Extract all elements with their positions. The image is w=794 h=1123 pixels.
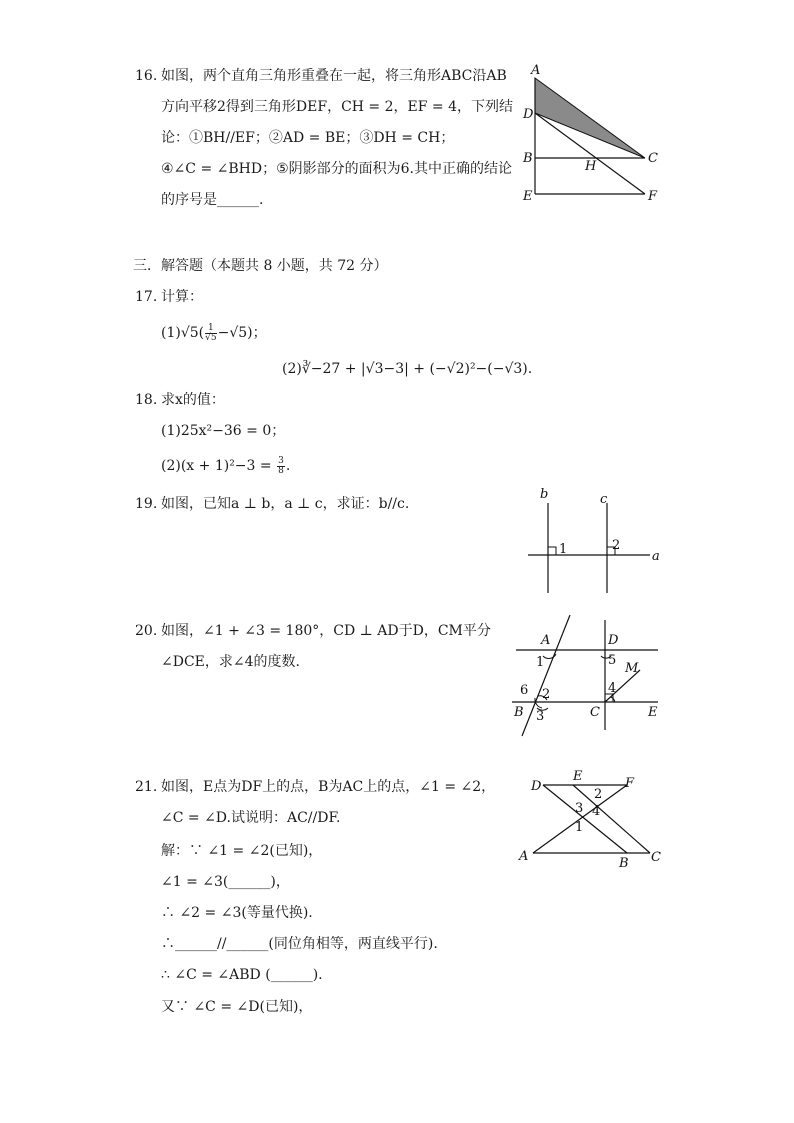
q18-part-2-pre: (2)(x + 1)²−3 = xyxy=(161,458,277,474)
q19-figure xyxy=(520,485,670,595)
q18-part-2 xyxy=(161,456,290,476)
q17-frac-bottom: √5 xyxy=(205,332,217,343)
shaded-region xyxy=(535,78,645,158)
label-E: E xyxy=(573,769,583,784)
q17-number: 17. xyxy=(135,289,158,305)
label-angle-2: 2 xyxy=(542,687,551,702)
label-C: C xyxy=(648,151,658,166)
label-angle-4: 4 xyxy=(592,804,601,819)
q17-frac-top: 1 xyxy=(205,324,216,334)
label-A: A xyxy=(531,63,541,78)
label-F: F xyxy=(625,776,635,791)
q20-line-1: 如图，∠1 + ∠3 = 180°，CD ⊥ AD于D，CM平分 xyxy=(161,623,491,639)
label-c: c xyxy=(600,492,608,507)
section-3-title: 三．解答题（本题共 8 小题，共 72 分） xyxy=(133,258,388,274)
q16-line-3: 论：①BH//EF；②AD = BE；③DH = CH； xyxy=(161,130,455,146)
label-C: C xyxy=(590,705,600,720)
q21-number: 21. xyxy=(135,779,158,795)
label-angle-1: 1 xyxy=(536,655,545,670)
q21-line-4: ∠1 = ∠3(______)， xyxy=(161,874,290,890)
label-angle-3: 3 xyxy=(575,801,584,816)
q17-part-1 xyxy=(161,323,267,343)
label-b: b xyxy=(540,487,549,502)
label-B: B xyxy=(619,856,629,871)
label-angle-5: 5 xyxy=(608,653,617,668)
label-a: a xyxy=(652,549,660,564)
q17-title: 计算： xyxy=(161,289,203,305)
q21-line-8: 又∵ ∠C = ∠D(已知)， xyxy=(161,999,313,1015)
label-E: E xyxy=(523,189,533,204)
label-D: D xyxy=(531,779,542,794)
label-angle-4: 4 xyxy=(608,681,617,696)
q16-figure xyxy=(515,60,665,210)
q16-line-5: 的序号是______. xyxy=(161,192,264,208)
q19-number: 19. xyxy=(135,496,158,512)
q17-part-2: (2)∛−27 + |√3−3| + (−√2)²−(−√3). xyxy=(282,361,533,377)
label-H: H xyxy=(585,159,597,174)
q20-figure xyxy=(508,610,668,740)
label-angle-1: 1 xyxy=(559,542,568,557)
q21-line-5: ∴ ∠2 = ∠3(等量代换). xyxy=(161,905,313,921)
q21-line-7: ∴ ∠C = ∠ABD (______). xyxy=(161,967,323,983)
q21-line-2: ∠C = ∠D.试说明：AC//DF. xyxy=(161,810,341,826)
q18-part-2-post: . xyxy=(285,458,291,474)
label-angle-6: 6 xyxy=(520,683,529,698)
label-angle-3: 3 xyxy=(536,709,545,724)
label-A: A xyxy=(519,849,529,864)
label-B: B xyxy=(514,705,524,720)
q18-frac-bottom: 8 xyxy=(278,465,284,476)
q20-number: 20. xyxy=(135,623,158,639)
q16-line-4: ④∠C = ∠BHD；⑤阴影部分的面积为6.其中正确的结论 xyxy=(161,161,512,177)
q21-line-3: 解：∵ ∠1 = ∠2(已知)， xyxy=(161,843,323,859)
q17-fraction xyxy=(205,324,216,343)
q16-number: 16. xyxy=(135,68,158,84)
label-angle-2: 2 xyxy=(612,538,621,553)
label-B: B xyxy=(523,151,533,166)
q21-figure xyxy=(515,765,675,875)
q18-number: 18. xyxy=(135,392,158,408)
label-D: D xyxy=(608,633,619,648)
label-C: C xyxy=(651,850,661,865)
q21-line-6: ∴______//______(同位角相等，两直线平行). xyxy=(161,936,438,952)
label-D: D xyxy=(523,107,534,122)
q17-part-1-post: −√5)； xyxy=(217,325,267,341)
q16-line-1: 如图，两个直角三角形重叠在一起，将三角形ABC沿AB xyxy=(161,68,507,84)
label-M: M xyxy=(625,661,639,676)
q18-frac-top: 3 xyxy=(278,455,284,466)
q19-text: 如图，已知a ⊥ b，a ⊥ c，求证：b//c. xyxy=(161,496,410,512)
label-A: A xyxy=(541,633,551,648)
label-angle-2: 2 xyxy=(594,787,603,802)
q20-line-2: ∠DCE，求∠4的度数. xyxy=(161,654,300,670)
label-F: F xyxy=(648,189,658,204)
q18-title: 求x的值： xyxy=(161,392,225,408)
q21-line-1: 如图，E点为DF上的点，B为AC上的点，∠1 = ∠2， xyxy=(161,779,496,795)
q18-fraction xyxy=(277,457,285,476)
q16-line-2: 方向平移2得到三角形DEF，CH = 2，EF = 4，下列结 xyxy=(161,99,513,115)
q18-part-1: (1)25x²−36 = 0； xyxy=(161,423,286,439)
label-angle-1: 1 xyxy=(575,820,584,835)
label-E: E xyxy=(648,705,658,720)
q17-part-1-pre: (1)√5( xyxy=(161,325,205,341)
